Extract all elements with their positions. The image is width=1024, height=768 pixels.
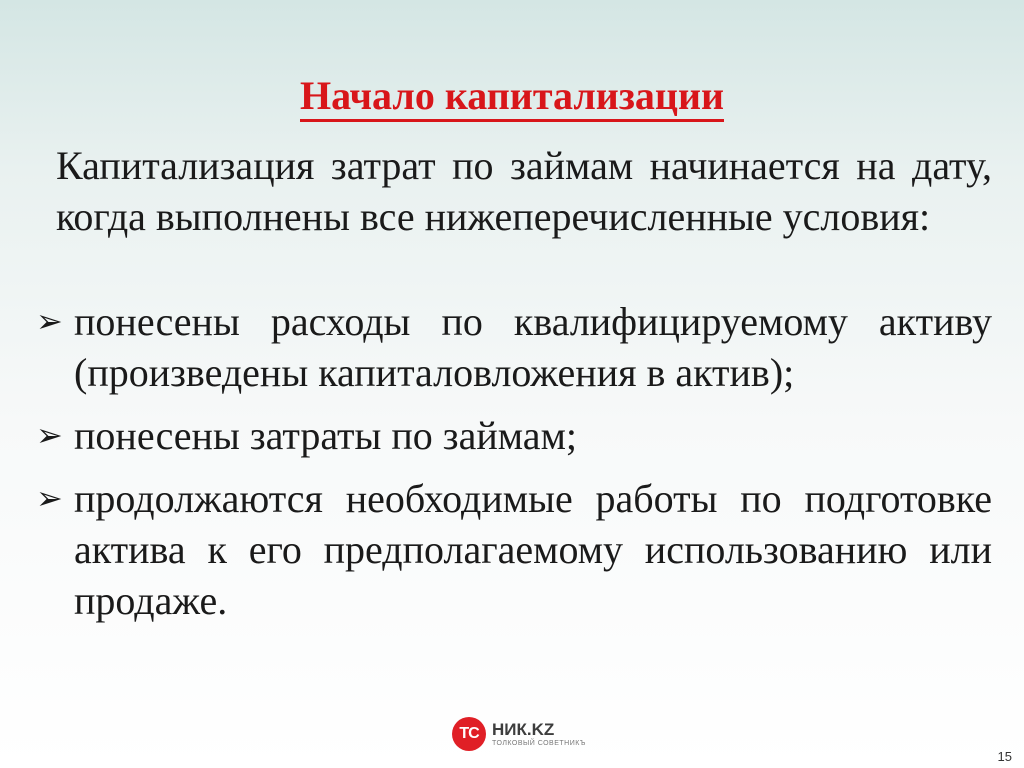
intro-paragraph: Капитализация затрат по займам начинается на дату, когда выполнены все нижеперечисленные условия: <box>56 143 992 239</box>
logo-text <box>492 721 586 748</box>
arrow-bullet-icon: ➢ <box>36 302 63 340</box>
logo-badge-icon: ТС <box>452 717 486 751</box>
list-item <box>36 296 992 398</box>
logo-tagline: ТОЛКОВЫЙ СОВЕТНИКЪ <box>492 739 586 747</box>
page-number: 15 <box>997 749 1012 764</box>
list-item-text: понесены расходы по квалифицируемому активу (произведены капиталовложения в актив); <box>74 299 992 395</box>
arrow-bullet-icon: ➢ <box>36 416 63 454</box>
slide-title <box>0 72 1024 122</box>
slide-title-text: Начало капитализации <box>300 75 724 122</box>
list-item <box>36 473 992 626</box>
logo-name: НИК.KZ <box>492 719 555 739</box>
list-item <box>36 410 992 461</box>
conditions-list <box>36 296 992 638</box>
logo <box>452 714 586 754</box>
arrow-bullet-icon: ➢ <box>36 479 63 517</box>
list-item-text: продолжаются необходимые работы по подготовке актива к его предполагаемому использованию или продаже. <box>74 476 992 623</box>
list-item-text: понесены затраты по займам; <box>74 413 577 458</box>
